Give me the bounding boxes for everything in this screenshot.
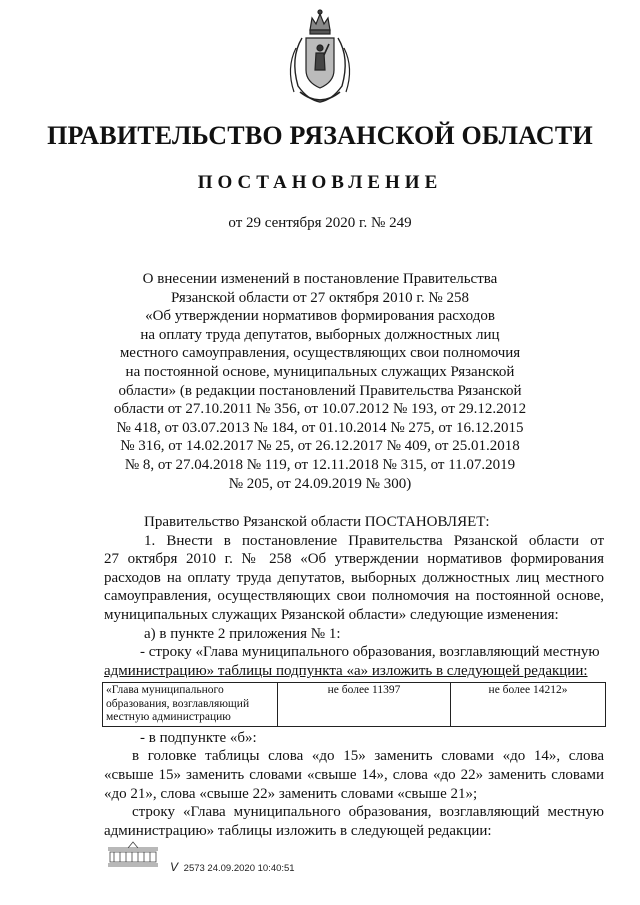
cell-line: образования, возглавляющий	[106, 697, 250, 710]
table-cell-value: не более 11397	[278, 683, 451, 727]
paragraph-line: строку «Глава муниципального образования, возглавляющий местную	[132, 804, 604, 821]
row-instruction-line: - строку «Глава муниципального образования, возглавляющий местную	[140, 644, 600, 661]
paragraph-line: самоуправления, осуществляющих свои полномочия на постоянной основе,	[104, 588, 604, 605]
subparagraph-a: а) в пункте 2 приложения № 1:	[144, 625, 341, 642]
subparagraph-b: - в подпункте «б»:	[140, 729, 257, 746]
paragraph-line: муниципальных служащих Рязанской области» следующие изменения:	[104, 606, 559, 623]
paragraph-line: администрацию» таблицы изложить в следующей редакции:	[104, 822, 492, 839]
document-date: от 29 сентября 2020 г. № 249	[228, 215, 412, 231]
table-cell-value: не более 14212»	[451, 683, 606, 727]
subject-line: О внесении изменений в постановление Правительства	[142, 271, 498, 287]
subject-line: № 8, от 27.04.2018 № 119, от 12.11.2018 № 315, от 11.07.2019	[124, 456, 516, 473]
subject-line: Рязанской области от 27 октября 2010 г. № 258	[171, 289, 469, 306]
cell-line: местную администрацию	[106, 711, 231, 724]
subject-line: № 316, от 14.02.2017 № 25, от 26.12.2017 № 409, от 25.01.2018	[120, 438, 520, 455]
page-title: ПРАВИТЕЛЬСТВО РЯЗАНСКОЙ ОБЛАСТИ	[47, 121, 593, 150]
amendment-table	[102, 682, 606, 727]
office-stamp-icon	[104, 838, 162, 874]
subject-line: местного самоуправления, осуществляющих свои полномочия	[119, 345, 521, 362]
registration-footer	[170, 860, 295, 874]
subject-line: № 205, от 24.09.2019 № 300)	[228, 475, 412, 492]
cell-line: «Глава муниципального	[106, 684, 224, 697]
paragraph-line: в головке таблицы слова «до 15» заменить словами «до 14», слова	[132, 748, 604, 765]
paragraph-line: 1. Внести в постановление Правительства Рязанской области от	[144, 532, 604, 549]
table-row	[103, 683, 606, 727]
row-instruction-line: администрацию» таблицы подпункта «а» изложить в следующей редакции:	[104, 662, 588, 679]
registration-number: 2573 24.09.2020 10:40:51	[183, 863, 295, 874]
registration-mark: V	[170, 860, 179, 874]
paragraph-line: «свыше 15» заменить словами «свыше 14», слова «до 22» заменить словами	[104, 767, 604, 784]
intro-paragraph: Правительство Рязанской области ПОСТАНОВЛЯЕТ:	[144, 514, 490, 530]
table-cell-position	[103, 683, 278, 727]
subject-line: на оплату труда депутатов, выборных должностных лиц	[140, 326, 500, 343]
document-body	[104, 513, 604, 840]
paragraph-line: 27 октября 2010 г. № 258 «Об утверждении нормативов формирования	[104, 551, 604, 568]
paragraph-line: расходов на оплату труда депутатов, выборных должностных лиц местного	[104, 569, 604, 586]
coat-of-arms-icon	[280, 8, 360, 108]
subject-line: области от 27.10.2011 № 356, от 10.07.2012 № 193, от 29.12.2012	[113, 401, 527, 418]
paragraph-line: «до 21», слова «свыше 22» заменить словами «свыше 21»;	[104, 785, 478, 802]
subject-line: области» (в редакции постановлений Правительства Рязанской	[118, 382, 522, 399]
subject-line: на постоянной основе, муниципальных служащих Рязанской	[125, 363, 515, 380]
subject-line: «Об утверждении нормативов формирования расходов	[145, 308, 495, 325]
subject-line: № 418, от 03.07.2013 № 184, от 01.10.2014 № 275, от 16.12.2015	[116, 419, 524, 436]
document-type: ПОСТАНОВЛЕНИЕ	[197, 172, 443, 193]
document-subject	[100, 270, 540, 493]
